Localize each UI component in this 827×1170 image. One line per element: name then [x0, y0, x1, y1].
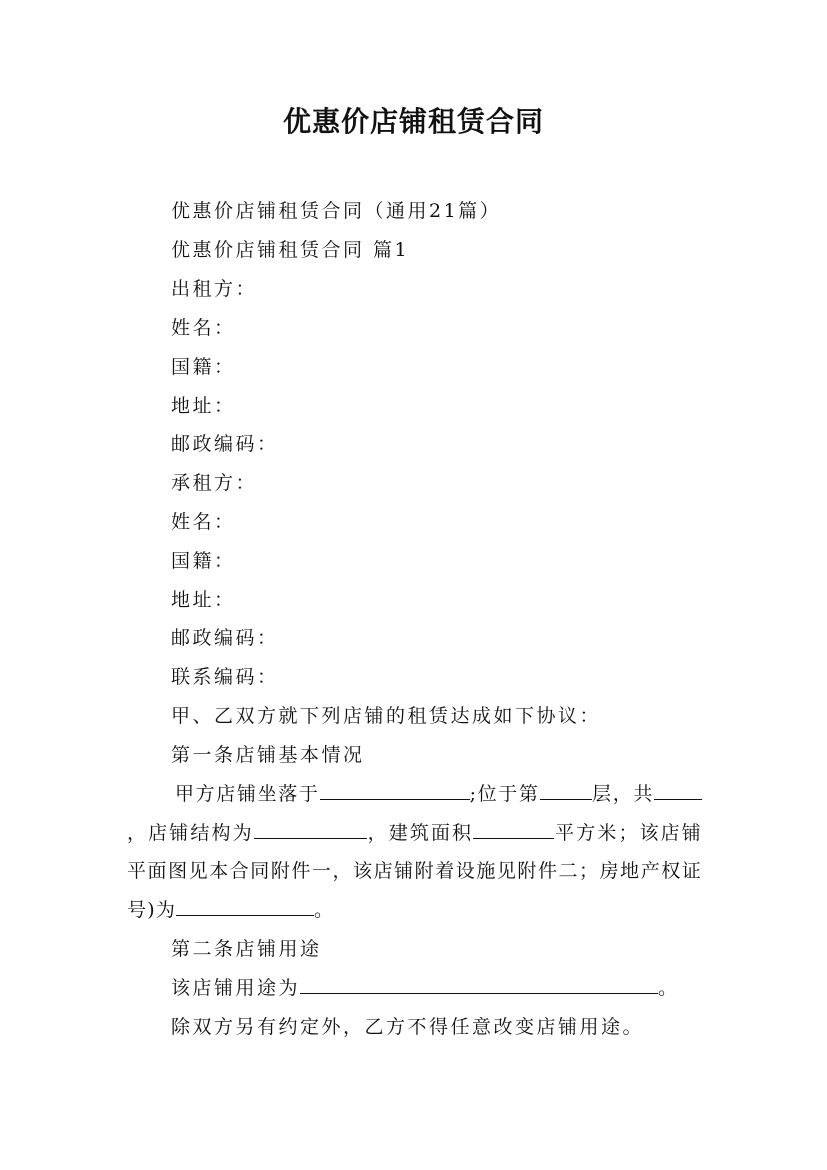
- contact-code-field: 联系编码：: [171, 666, 279, 688]
- part-heading: 优惠价店铺租赁合同 篇1: [171, 239, 410, 261]
- lessee-postcode-field: 邮政编码：: [171, 627, 279, 649]
- area-blank: [473, 820, 554, 839]
- article1-text-1: 甲方店铺坐落于: [175, 783, 320, 805]
- article2-usage-label: 该店铺用途为: [171, 977, 301, 999]
- lessor-address-field: 地址：: [171, 395, 236, 417]
- article2-usage: [171, 975, 680, 1001]
- article1-text-2: ;位于第: [469, 783, 540, 805]
- article1-heading: 第一条店铺基本情况: [171, 744, 365, 766]
- article1-paragraph: [127, 775, 702, 930]
- article1-text-3: 层，共: [591, 783, 655, 805]
- property-cert-blank: [176, 897, 314, 916]
- article2-usage-end: 。: [658, 977, 680, 999]
- article1-text-7: 。: [314, 899, 335, 922]
- article1-text-5: ，建筑面积: [366, 821, 474, 844]
- total-floors-blank: [654, 781, 702, 800]
- lessor-name-field: 姓名：: [171, 317, 236, 339]
- floor-blank: [540, 781, 592, 800]
- agreement-intro: 甲、乙双方就下列店铺的租赁达成如下协议：: [171, 705, 602, 727]
- lessee-name-field: 姓名：: [171, 511, 236, 533]
- article2-heading: 第二条店铺用途: [171, 938, 322, 960]
- lessee-nationality-field: 国籍：: [171, 550, 236, 572]
- usage-blank: [300, 975, 658, 994]
- document-subtitle: 优惠价店铺租赁合同（通用21篇）: [171, 200, 502, 222]
- structure-blank: [254, 820, 367, 839]
- location-blank: [320, 781, 470, 800]
- lessee-address-field: 地址：: [171, 589, 236, 611]
- lessor-label: 出租方：: [171, 278, 258, 300]
- lessee-label: 承租方：: [171, 472, 258, 494]
- article1-text-6: 平方米；该店铺平面图见本合同附件一，该店铺附着设施见附件二；房地产权证号)为: [127, 821, 702, 922]
- article2-restriction: 除双方另有约定外，乙方不得任意改变店铺用途。: [171, 1016, 645, 1038]
- lessor-nationality-field: 国籍：: [171, 356, 236, 378]
- document-title: 优惠价店铺租赁合同: [282, 105, 544, 138]
- lessor-postcode-field: 邮政编码：: [171, 433, 279, 455]
- article1-text-4: ，店铺结构为: [127, 821, 254, 844]
